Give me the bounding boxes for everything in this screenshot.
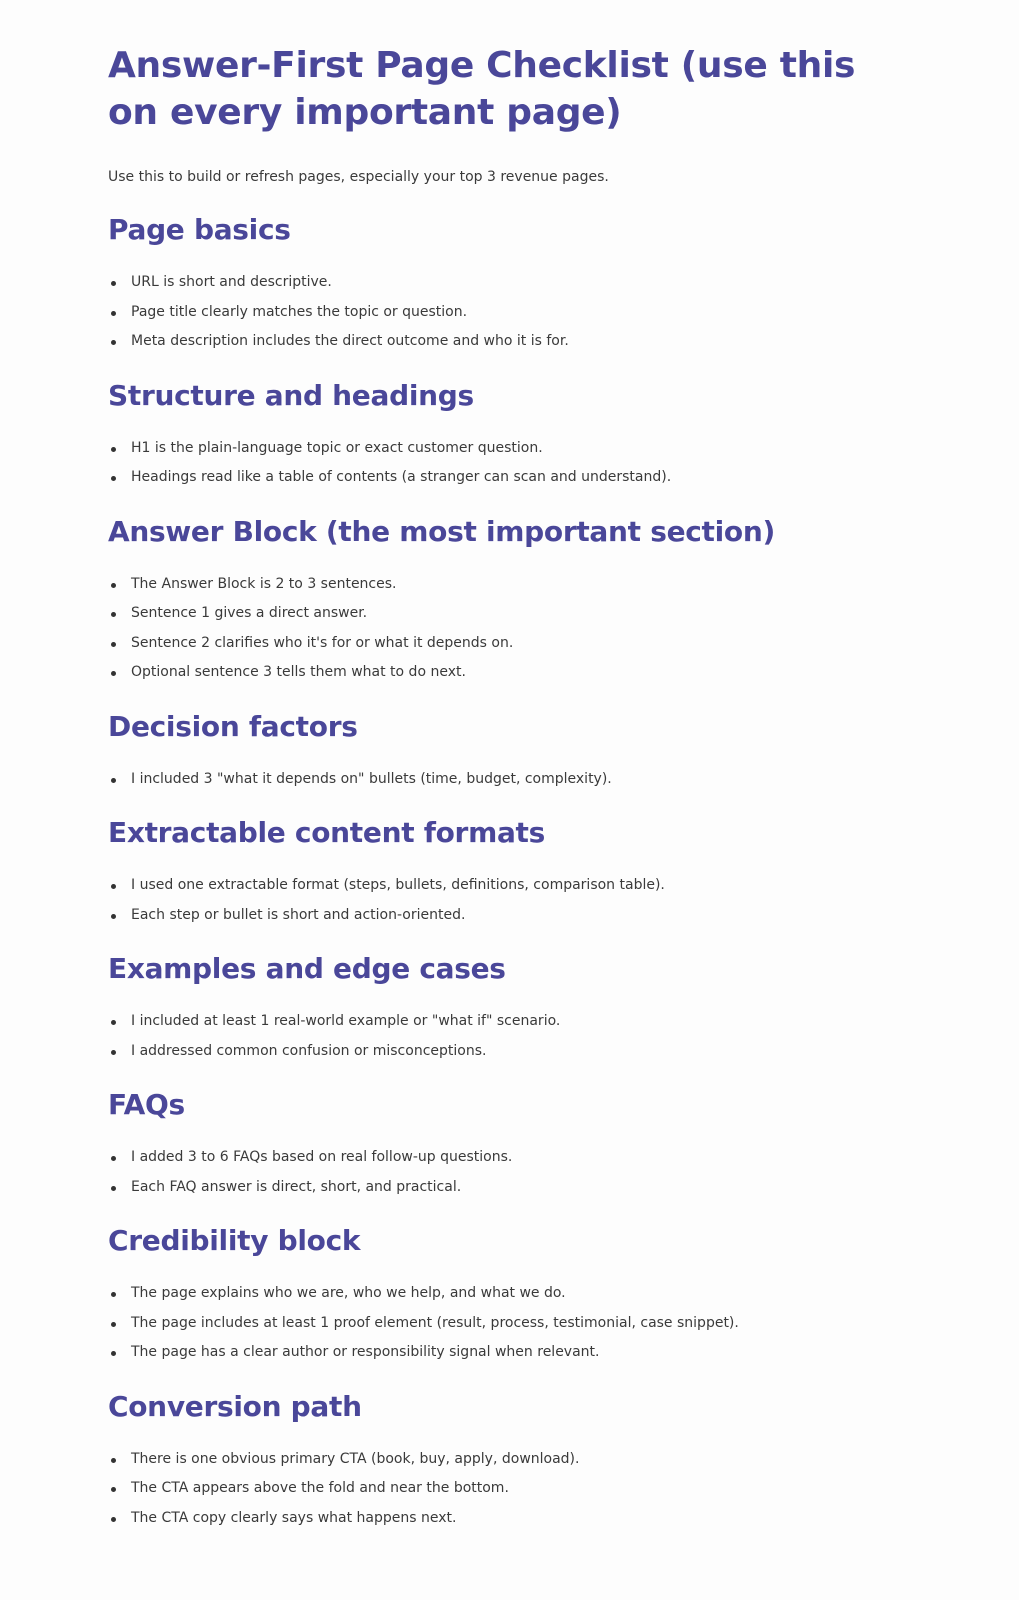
list-item: I used one extractable format (steps, bullets, definitions, comparison table). xyxy=(131,871,908,901)
checklist-section xyxy=(108,951,908,1066)
checklist-items xyxy=(108,1007,908,1066)
list-item: URL is short and descriptive. xyxy=(131,268,908,298)
checklist-items xyxy=(108,765,908,795)
list-item: Each step or bullet is short and action-oriented. xyxy=(131,901,908,931)
checklist-items xyxy=(108,570,908,688)
list-item: The Answer Block is 2 to 3 sentences. xyxy=(131,570,908,600)
checklist-section xyxy=(108,514,908,688)
checklist-document xyxy=(108,42,908,1533)
list-item: Sentence 1 gives a direct answer. xyxy=(131,599,908,629)
section-heading: Extractable content formats xyxy=(108,816,545,849)
list-item: The page explains who we are, who we help, and what we do. xyxy=(131,1279,908,1309)
checklist-section xyxy=(108,1223,908,1368)
checklist-items xyxy=(108,1143,908,1202)
list-item: Page title clearly matches the topic or question. xyxy=(131,298,908,328)
checklist-items xyxy=(108,268,908,357)
list-item: I added 3 to 6 FAQs based on real follow-up questions. xyxy=(131,1143,908,1173)
section-heading: FAQs xyxy=(108,1088,185,1121)
list-item: I addressed common confusion or misconceptions. xyxy=(131,1037,908,1067)
section-heading: Examples and edge cases xyxy=(108,952,506,985)
list-item: The CTA copy clearly says what happens next. xyxy=(131,1504,908,1534)
checklist-section xyxy=(108,1389,908,1534)
section-heading: Conversion path xyxy=(108,1389,362,1423)
list-item: The CTA appears above the fold and near the bottom. xyxy=(131,1474,908,1504)
checklist-section xyxy=(108,1087,908,1202)
list-item: There is one obvious primary CTA (book, buy, apply, download). xyxy=(131,1445,908,1475)
checklist-items xyxy=(108,434,908,493)
section-heading: Decision factors xyxy=(108,709,358,743)
list-item: Headings read like a table of contents (a stranger can scan and understand). xyxy=(131,463,908,493)
section-heading: Page basics xyxy=(108,213,291,246)
checklist-items xyxy=(108,1445,908,1534)
list-item: I included 3 "what it depends on" bullets (time, budget, complexity). xyxy=(131,765,908,795)
section-heading: Credibility block xyxy=(108,1224,361,1257)
list-item: The page has a clear author or responsibility signal when relevant. xyxy=(131,1338,908,1368)
checklist-items xyxy=(108,871,908,930)
intro-text: Use this to build or refresh pages, especially your top 3 revenue pages. xyxy=(108,169,609,185)
section-heading: Answer Block (the most important section) xyxy=(108,514,776,548)
sections xyxy=(108,212,908,1533)
list-item: H1 is the plain-language topic or exact customer question. xyxy=(131,434,908,464)
checklist-section xyxy=(108,378,908,493)
list-item: Each FAQ answer is direct, short, and practical. xyxy=(131,1173,908,1203)
section-heading: Structure and headings xyxy=(108,378,474,412)
checklist-section xyxy=(108,212,908,357)
checklist-section xyxy=(108,709,908,795)
list-item: Sentence 2 clarifies who it's for or what it depends on. xyxy=(131,629,908,659)
checklist-section xyxy=(108,815,908,930)
list-item: I included at least 1 real-world example or "what if" scenario. xyxy=(131,1007,908,1037)
list-item: The page includes at least 1 proof element (result, process, testimonial, case snippet). xyxy=(131,1309,908,1339)
list-item: Optional sentence 3 tells them what to do next. xyxy=(131,658,908,688)
list-item: Meta description includes the direct outcome and who it is for. xyxy=(131,327,908,357)
page-title: Answer-First Page Checklist (use this on every important page) xyxy=(108,45,856,133)
checklist-items xyxy=(108,1279,908,1368)
